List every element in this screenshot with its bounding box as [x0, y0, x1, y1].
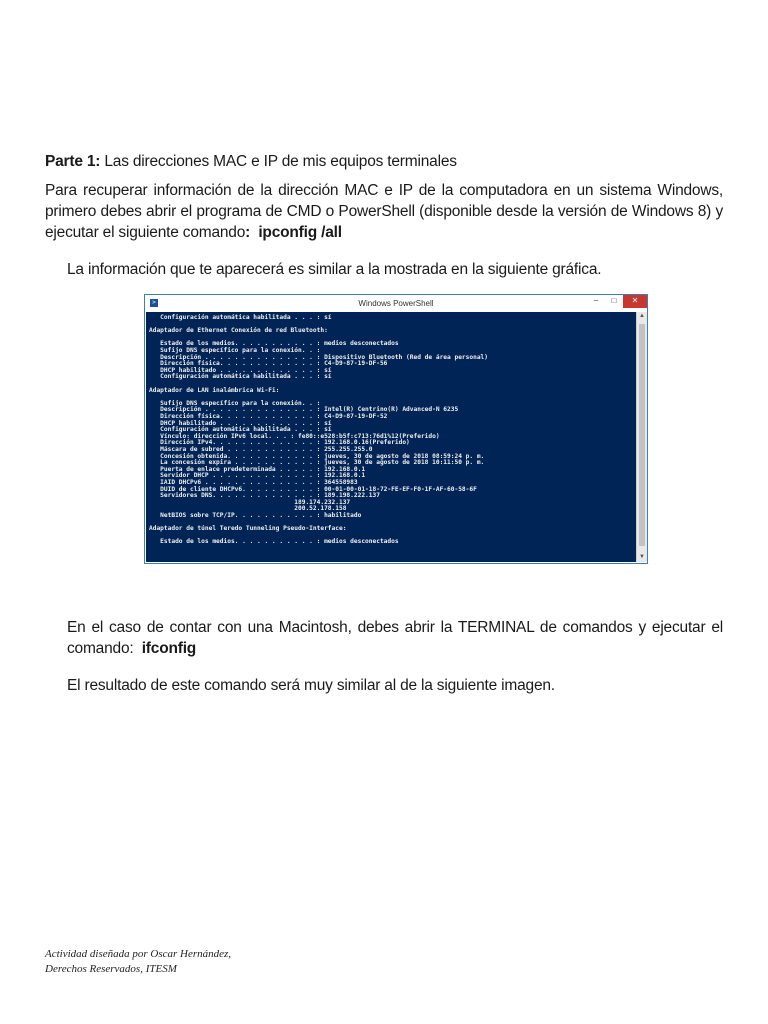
console-line: DHCP habilitado . . . . . . . . . . . . . : sí	[149, 366, 332, 374]
powershell-title: Windows PowerShell	[358, 299, 434, 308]
console-line: Vínculo: dirección IPv6 local. . . : fe80::e528:b5f:c713:76d1%12(Preferido)	[149, 432, 440, 440]
console-line: Descripción . . . . . . . . . . . . . . . : Intel(R) Centrino(R) Advanced-N 6235	[149, 406, 459, 414]
console-line: Adaptador de LAN inalámbrica Wi-Fi:	[149, 386, 280, 394]
console-line: Estado de los medios. . . . . . . . . . . : medios desconectados	[149, 340, 399, 348]
console-line: Máscara de subred . . . . . . . . . . . . : 255.255.255.0	[149, 446, 373, 453]
console-line: Dirección física. . . . . . . . . . . . . : C4-D9-87-19-DF-56	[149, 360, 388, 368]
footer-line-1: Actividad diseñada por Oscar Hernández,	[45, 948, 232, 960]
scroll-up-icon: ▲	[639, 313, 645, 319]
console-line: Estado de los medios. . . . . . . . . . . : medios desconectados	[149, 538, 399, 546]
section-heading-label: Parte 1:	[45, 153, 101, 170]
window-controls	[587, 295, 647, 308]
mac-text: En el caso de contar con una Macintosh, debes abrir la TERMINAL de comandos y ejecutar el comando:	[67, 619, 723, 657]
close-icon: ✕	[623, 295, 647, 308]
console-line: 189.174.232.137	[149, 498, 351, 506]
console-line: Servidor DHCP . . . . . . . . . . . . . . : 192.168.0.1	[149, 472, 366, 480]
console-line: Adaptador de túnel Teredo Tunneling Pseudo-Interface:	[149, 525, 347, 533]
powershell-app-icon: >	[150, 299, 158, 307]
section-heading	[45, 151, 723, 172]
minimize-icon: –	[593, 296, 599, 305]
console-line: Puerta de enlace predeterminada . . . . . : 192.168.0.1	[149, 465, 366, 473]
console-line: Configuración automática habilitada . . . : sí	[149, 314, 332, 321]
console-line: 200.52.178.158	[149, 505, 347, 513]
console-line: Dirección física. . . . . . . . . . . . . : C4-D9-87-19-DF-52	[149, 413, 388, 420]
console-line: Configuración automática habilitada . . . : sí	[149, 426, 332, 434]
console-line: Servidores DNS. . . . . . . . . . . . . . : 189.198.222.137	[149, 492, 380, 500]
intro-paragraph	[45, 180, 723, 243]
console-line: DHCP habilitado . . . . . . . . . . . . . : sí	[149, 419, 332, 427]
footer	[45, 947, 231, 977]
maximize-icon: □	[611, 296, 617, 305]
footer-line-2: Derechos Reservados, ITESM	[45, 963, 177, 975]
console-line: DUID de cliente DHCPv6. . . . . . . . . . : 00-01-00-01-18-72-FE-EF-F0-1F-AF-60-58-6F	[149, 485, 477, 493]
powershell-titlebar	[145, 295, 647, 312]
powershell-screenshot	[144, 294, 648, 564]
figure-intro: La información que te aparecerá es similar a la mostrada en la siguiente gráfica.	[67, 261, 602, 278]
console-line: IAID DHCPv6 . . . . . . . . . . . . . . . : 364558983	[149, 479, 358, 486]
console-line: Configuración automática habilitada . . . : sí	[149, 373, 332, 381]
console-line: Adaptador de Ethernet Conexión de red Bluetooth:	[149, 327, 328, 335]
console-line: Descripción . . . . . . . . . . . . . . . : Dispositivo Bluetooth (Red de área personal)	[149, 353, 488, 361]
console-line: Dirección IPv4. . . . . . . . . . . . . . : 192.168.0.16(Preferido)	[149, 439, 410, 447]
console-line: NetBIOS sobre TCP/IP. . . . . . . . . . . : habilitado	[149, 512, 362, 519]
powershell-console-output	[146, 312, 636, 562]
windows-command: ipconfig /all	[258, 224, 342, 241]
console-line: Sufijo DNS específico para la conexión. . :	[149, 347, 321, 354]
intro-colon: :	[245, 224, 251, 241]
intro-text: Para recuperar información de la dirección MAC e IP de la computadora en un sistema Windows, primero debes abrir el programa de CMD o PowerShell (disponible desde la versión de Windows 8) y ejecutar el siguiente comando	[45, 182, 723, 241]
mac-command: ifconfig	[141, 640, 197, 657]
scroll-down-icon: ▼	[639, 554, 645, 560]
mac-paragraph	[67, 617, 723, 659]
scrollbar-thumb	[639, 324, 645, 546]
console-line: La concesión expira . . . . . . . . . . . : jueves, 30 de agosto de 2018 10:11:50 p. m.	[149, 459, 485, 467]
section-heading-text: Las direcciones MAC e IP de mis equipos terminales	[100, 153, 457, 170]
console-line: Sufijo DNS específico para la conexión. . :	[149, 399, 321, 407]
powershell-scrollbar	[636, 312, 647, 562]
mac-result-text: El resultado de este comando será muy similar al de la siguiente imagen.	[67, 677, 555, 694]
console-line: Concesión obtenida. . . . . . . . . . . . : jueves, 30 de agosto de 2018 08:59:24 p. m.	[149, 452, 485, 460]
